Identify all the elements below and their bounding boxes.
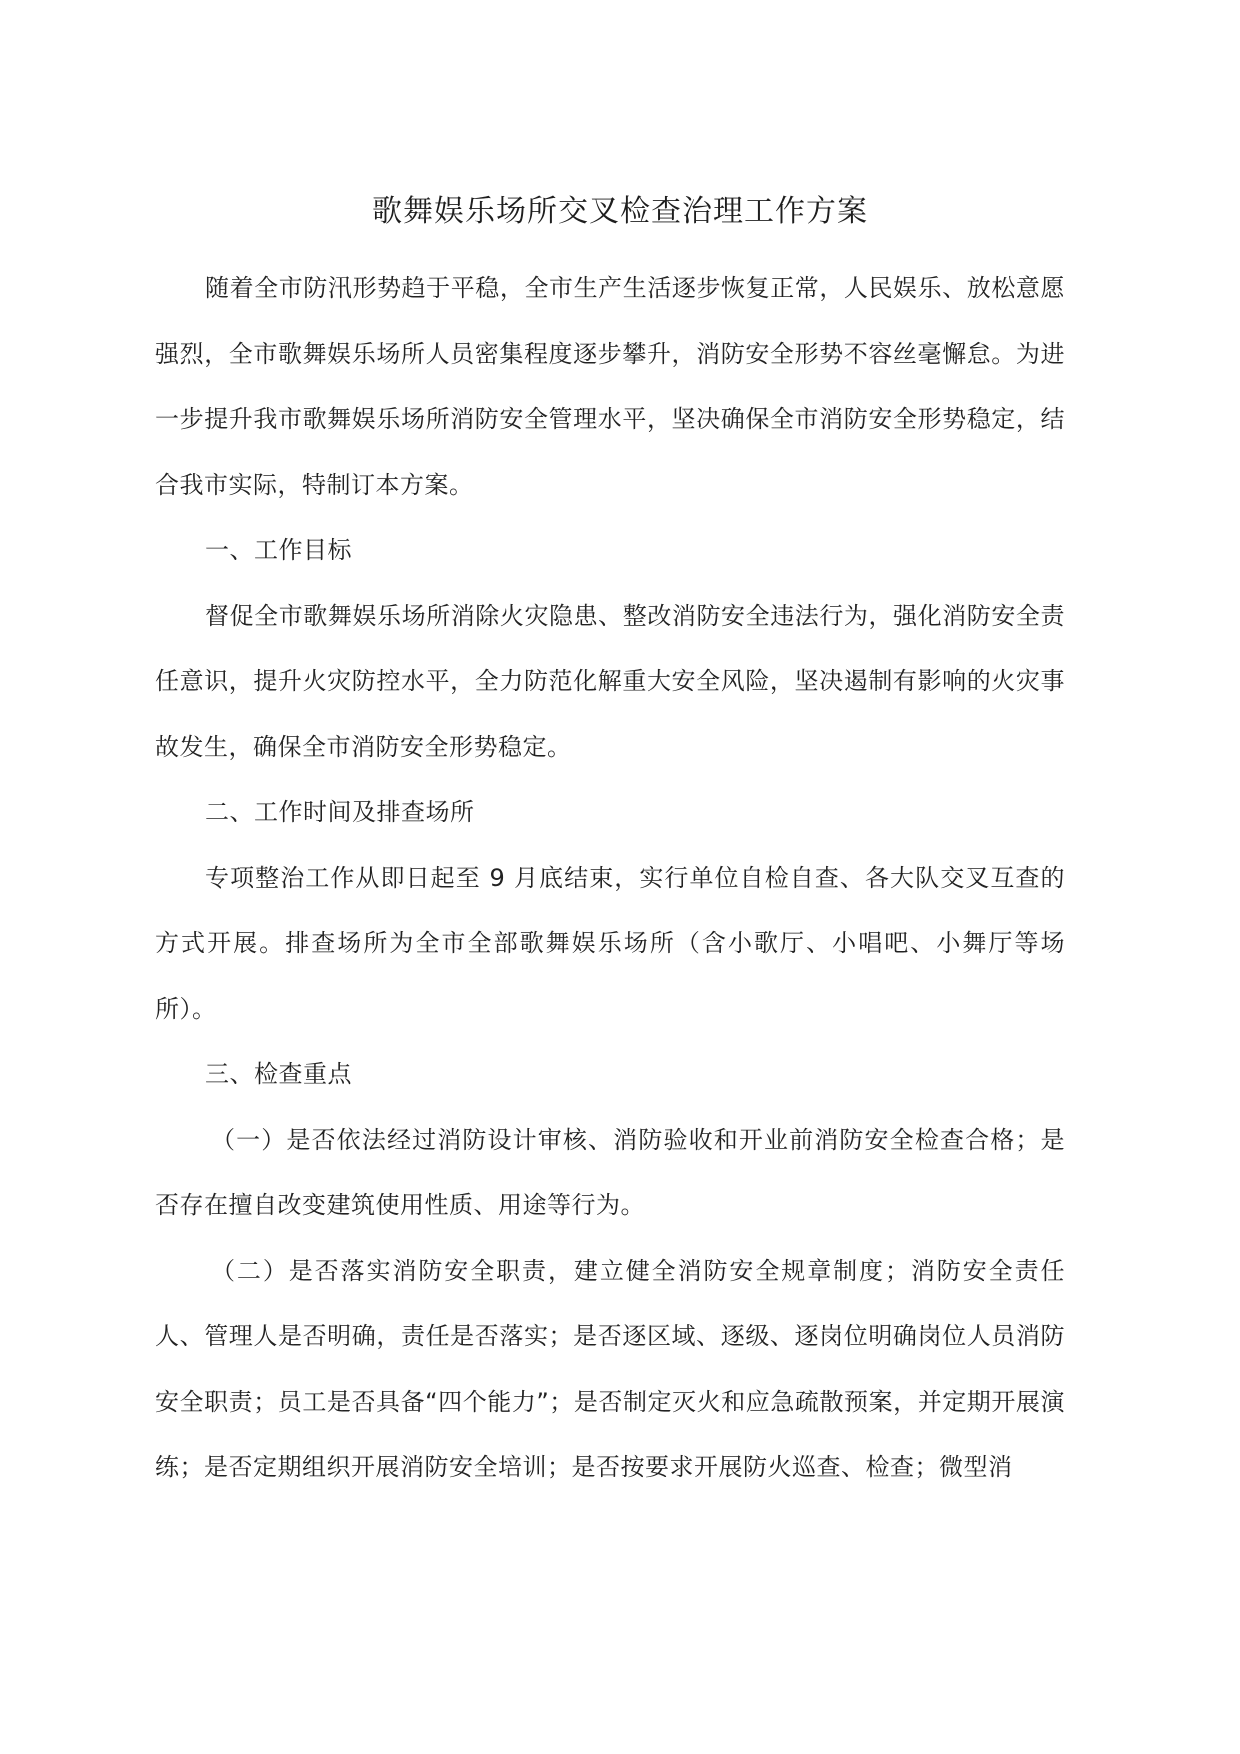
- section-heading-inspection-focus: 三、检查重点: [205, 1060, 352, 1088]
- paragraph-schedule: 专项整治工作从即日起至 9 月底结束，实行单位自检自查、各大队交叉互查的方式开展。排查场所为全市全部歌舞娱乐场所（含小歌厅、小唱吧、小舞厅等场所）。: [155, 863, 1065, 1023]
- paragraph-intro: 随着全市防汛形势趋于平稳，全市生产生活逐步恢复正常，人民娱乐、放松意愿强烈，全市歌舞娱乐场所人员密集程度逐步攀升，消防安全形势不容丝毫懈怠。为进一步提升我市歌舞娱乐场所消防安全管理水平，坚决确保全市消防安全形势稳定，结合我市实际，特制订本方案。: [155, 274, 1065, 499]
- document-title: 歌舞娱乐场所交叉检查治理工作方案: [372, 194, 868, 229]
- section-heading-schedule: 二、工作时间及排查场所: [205, 798, 475, 826]
- paragraph-item-2: （二）是否落实消防安全职责，建立健全消防安全规章制度；消防安全责任人、管理人是否明确，责任是否落实；是否逐区域、逐级、逐岗位明确岗位人员消防安全职责；员工是否具备“四个能力”；是否制定灭火和应急疏散预案，并定期开展演练；是否定期组织开展消防安全培训；是否按要求开展防火巡查、检查；微型消: [155, 1256, 1065, 1481]
- section-heading-goals: 一、工作目标: [205, 536, 352, 564]
- paragraph-item-1: （一）是否依法经过消防设计审核、消防验收和开业前消防安全检查合格；是否存在擅自改变建筑使用性质、用途等行为。: [155, 1125, 1065, 1219]
- document-body: [155, 256, 1065, 1501]
- paragraph-goals: 督促全市歌舞娱乐场所消除火灾隐患、整改消防安全违法行为，强化消防安全责任意识，提升火灾防控水平，全力防范化解重大安全风险，坚决遏制有影响的火灾事故发生，确保全市消防安全形势稳定。: [155, 601, 1065, 761]
